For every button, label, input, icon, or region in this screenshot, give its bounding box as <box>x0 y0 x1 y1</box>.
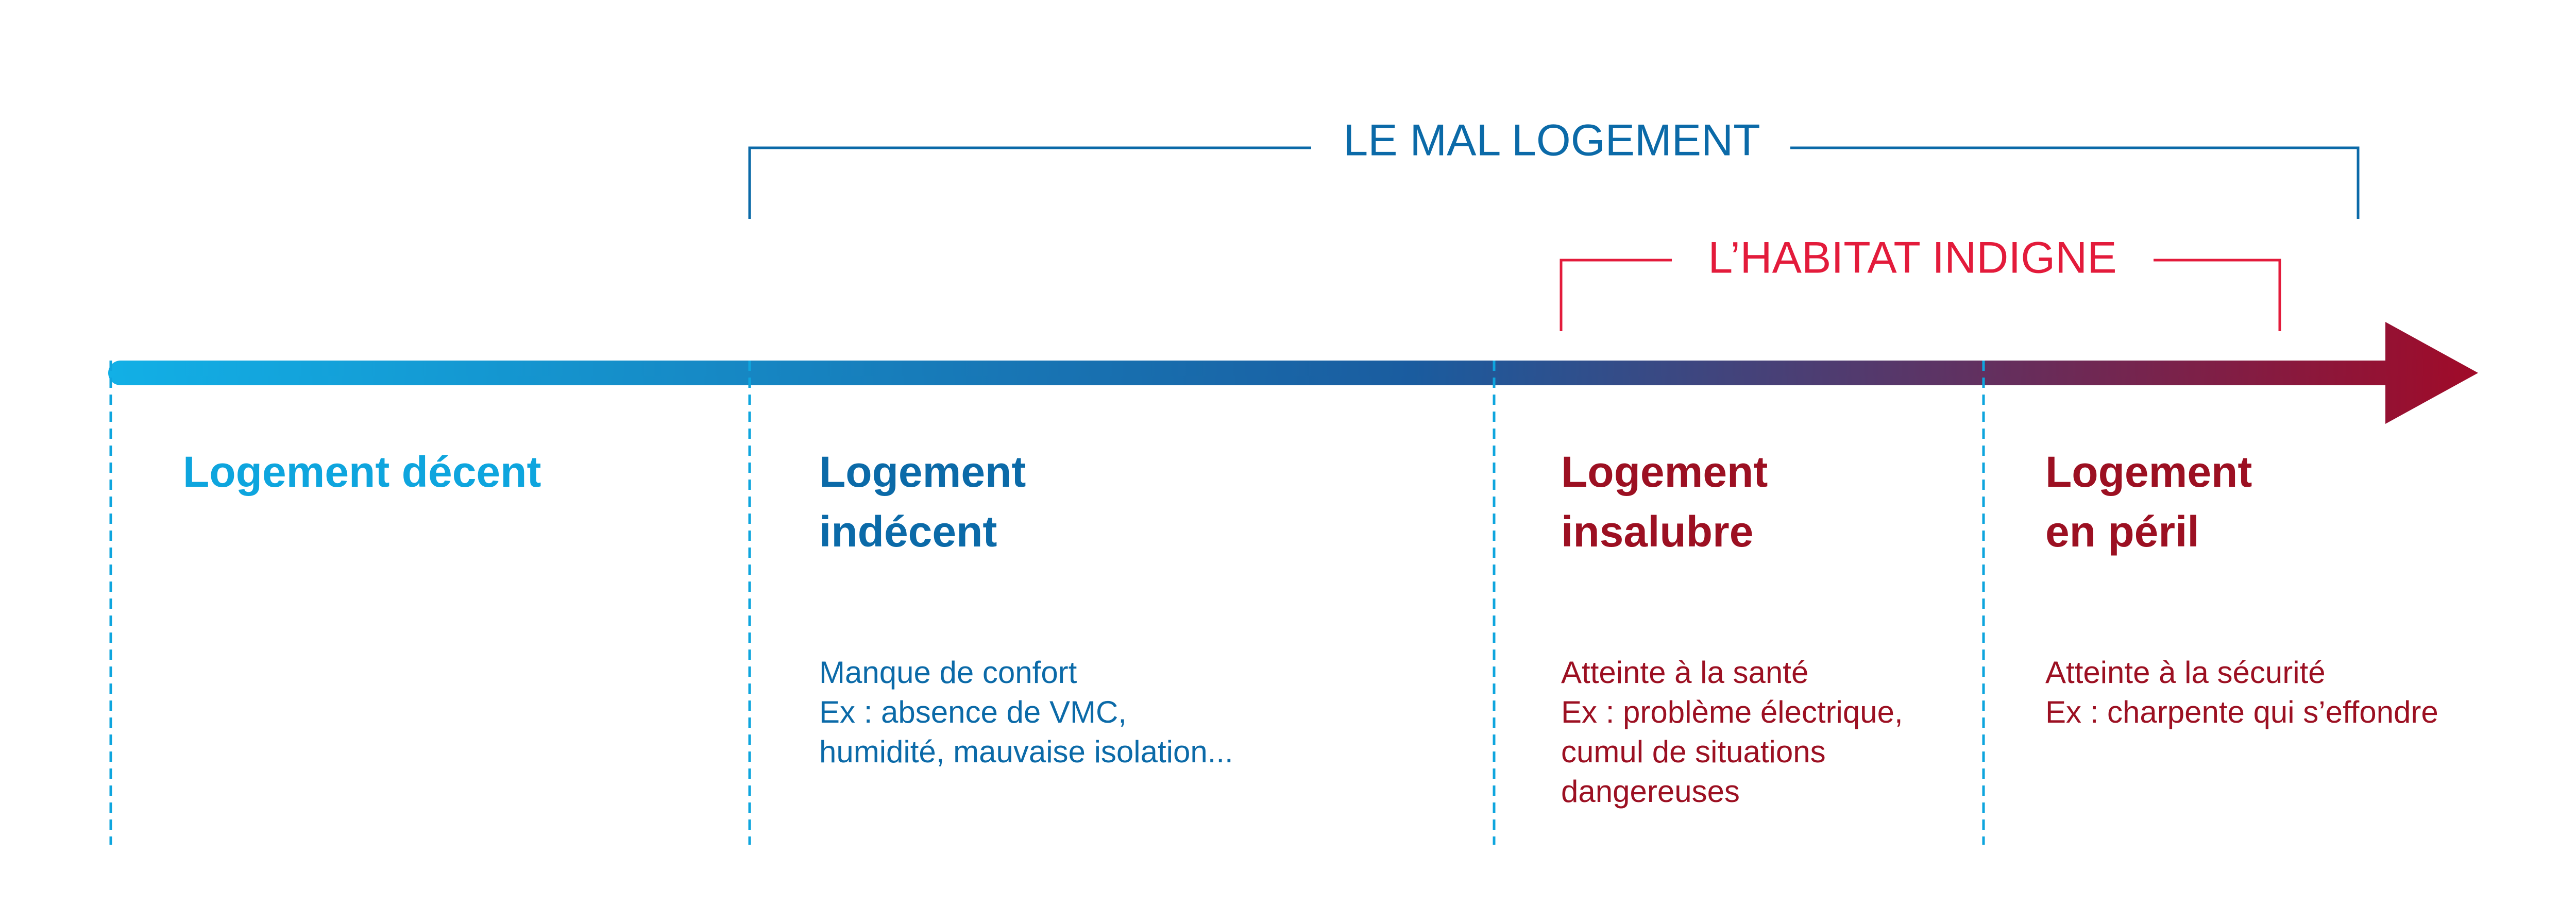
bracket-habitat-indigne <box>1561 233 2280 331</box>
description-peril-line-1: Atteinte à la sécurité <box>2045 655 2326 690</box>
description-insalubre-line-2: Ex : problème électrique, <box>1561 695 1903 729</box>
description-indecent-line-1: Manque de confort <box>819 655 1077 690</box>
bracket-mal-logement-right-line <box>1790 148 2358 219</box>
column-title-insalubre-line-1: Logement <box>1561 448 1768 496</box>
column-title-peril-line-1: Logement <box>2045 448 2252 496</box>
description-insalubre-line-3: cumul de situations <box>1561 734 1826 769</box>
description-insalubre-line-1: Atteinte à la santé <box>1561 655 1809 690</box>
description-indecent-line-3: humidité, mauvaise isolation... <box>819 734 1233 769</box>
column-title-indecent-line-2: indécent <box>819 507 997 556</box>
column-title-decent-line-1: Logement décent <box>183 448 541 496</box>
column-description-peril <box>2045 653 2438 732</box>
column-description-insalubre <box>1561 653 1903 811</box>
column-description-indecent <box>819 653 1233 772</box>
bracket-mal-logement-label: LE MAL LOGEMENT <box>1343 115 1760 165</box>
description-insalubre-line-4: dangereuses <box>1561 774 1740 809</box>
column-title-insalubre-line-2: insalubre <box>1561 507 1754 556</box>
column-title-decent <box>183 442 541 502</box>
column-title-indecent <box>819 442 1026 561</box>
column-title-indecent-line-1: Logement <box>819 448 1026 496</box>
column-title-peril-line-2: en péril <box>2045 507 2199 556</box>
description-indecent-line-2: Ex : absence de VMC, <box>819 695 1127 729</box>
column-title-peril <box>2045 442 2252 561</box>
bracket-habitat-indigne-right-line <box>2154 260 2280 331</box>
bracket-mal-logement <box>750 116 2358 219</box>
description-peril-line-2: Ex : charpente qui s’effondre <box>2045 695 2438 729</box>
bracket-habitat-indigne-label: L’HABITAT INDIGNE <box>1708 233 2117 283</box>
scale-arrow <box>108 322 2478 424</box>
scale-arrow-head <box>2385 322 2478 424</box>
scale-arrow-shaft <box>108 361 2401 385</box>
column-title-insalubre <box>1561 442 1768 561</box>
bracket-habitat-indigne-left-line <box>1561 260 1672 331</box>
bracket-mal-logement-left-line <box>750 148 1311 219</box>
